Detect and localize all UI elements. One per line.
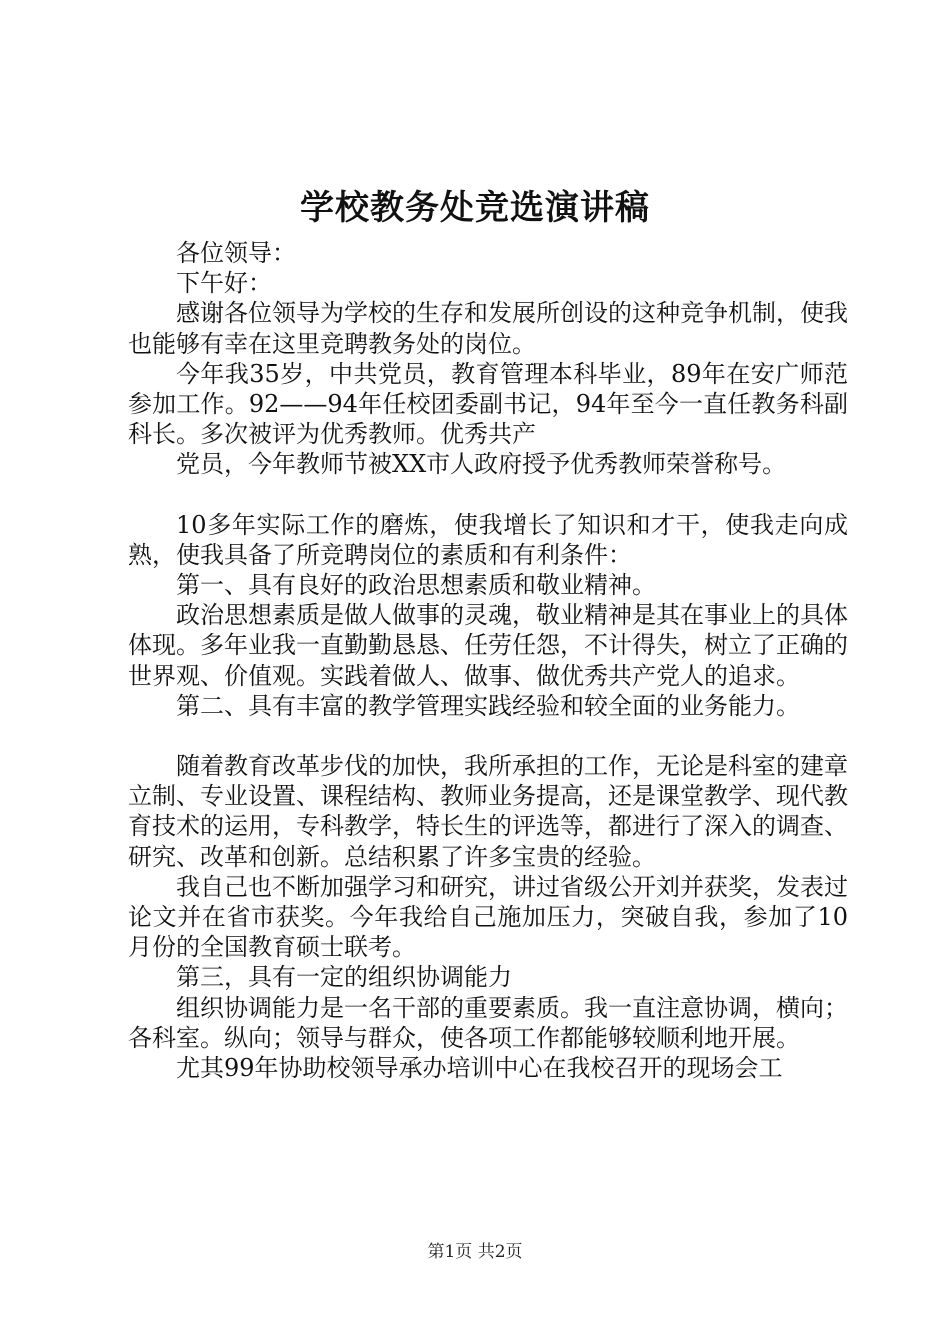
paragraph-point-one-detail: 政治思想素质是做人做事的灵魂，敬业精神是其在事业上的具体体现。多年业我一直勤勤恳恳、任劳任怨，不计得失，树立了正确的世界观、价值观。实践着做人、做事、做优秀共产党人的追求。	[128, 601, 848, 690]
paragraph-salutation: 各位领导：	[176, 239, 296, 267]
paragraph-study: 我自己也不断加强学习和研究，讲过省级公开刘并获奖，发表过论文并在省市获奖。今年我给自己施加压力，突破自我，参加了10月份的全国教育硕士联考。	[128, 872, 848, 962]
paragraph-spacer	[128, 721, 848, 751]
paragraph-honor: 党员，今年教师节被XX市人政府授予优秀教师荣誉称号。	[176, 450, 787, 479]
paragraph-experience: 10多年实际工作的磨炼，使我增长了知识和才干，使我走向成熟，使我具备了所竞聘岗位的素质和有利条件：	[128, 510, 848, 569]
page-footer: 第1页 共2页	[427, 1242, 523, 1262]
paragraph-point-one: 第一、具有良好的政治思想素质和敬业精神。	[176, 571, 656, 600]
paragraph-point-three: 第三，具有一定的组织协调能力	[176, 963, 512, 992]
paragraph-point-two: 第二、具有丰富的教学管理实践经验和较全面的业务能力。	[176, 691, 800, 720]
paragraph-continued: 尤其99年协助校领导承办培训中心在我校召开的现场会工	[176, 1054, 783, 1083]
paragraph-point-three-detail: 组织协调能力是一名干部的重要素质。我一直注意协调，横向；各科室。纵向；领导与群众，使各项工作都能够较顺利地开展。	[128, 993, 848, 1052]
paragraph-thanks: 感谢各位领导为学校的生存和发展所创设的这种竞争机制，使我也能够有幸在这里竞聘教务处的岗位。	[128, 299, 848, 358]
document-body	[128, 238, 848, 1083]
paragraph-background: 今年我35岁，中共党员，教育管理本科毕业，89年在安广师范参加工作。92——94年任校团委副书记，94年至今一直任教务科副科长。多次被评为优秀教师。优秀共产	[128, 359, 848, 449]
paragraph-spacer	[128, 480, 848, 510]
paragraph-point-two-detail: 随着教育改革步伐的加快，我所承担的工作，无论是科室的建章立制、专业设置、课程结构、教师业务提高，还是课堂教学、现代教育技术的运用，专科教学，特长生的评选等，都进行了深入的调查、研究、改革和创新。总结积累了许多宝贵的经验。	[128, 752, 848, 871]
document-title: 学校教务处竞选演讲稿	[300, 188, 650, 228]
paragraph-greeting: 下午好：	[176, 269, 272, 298]
